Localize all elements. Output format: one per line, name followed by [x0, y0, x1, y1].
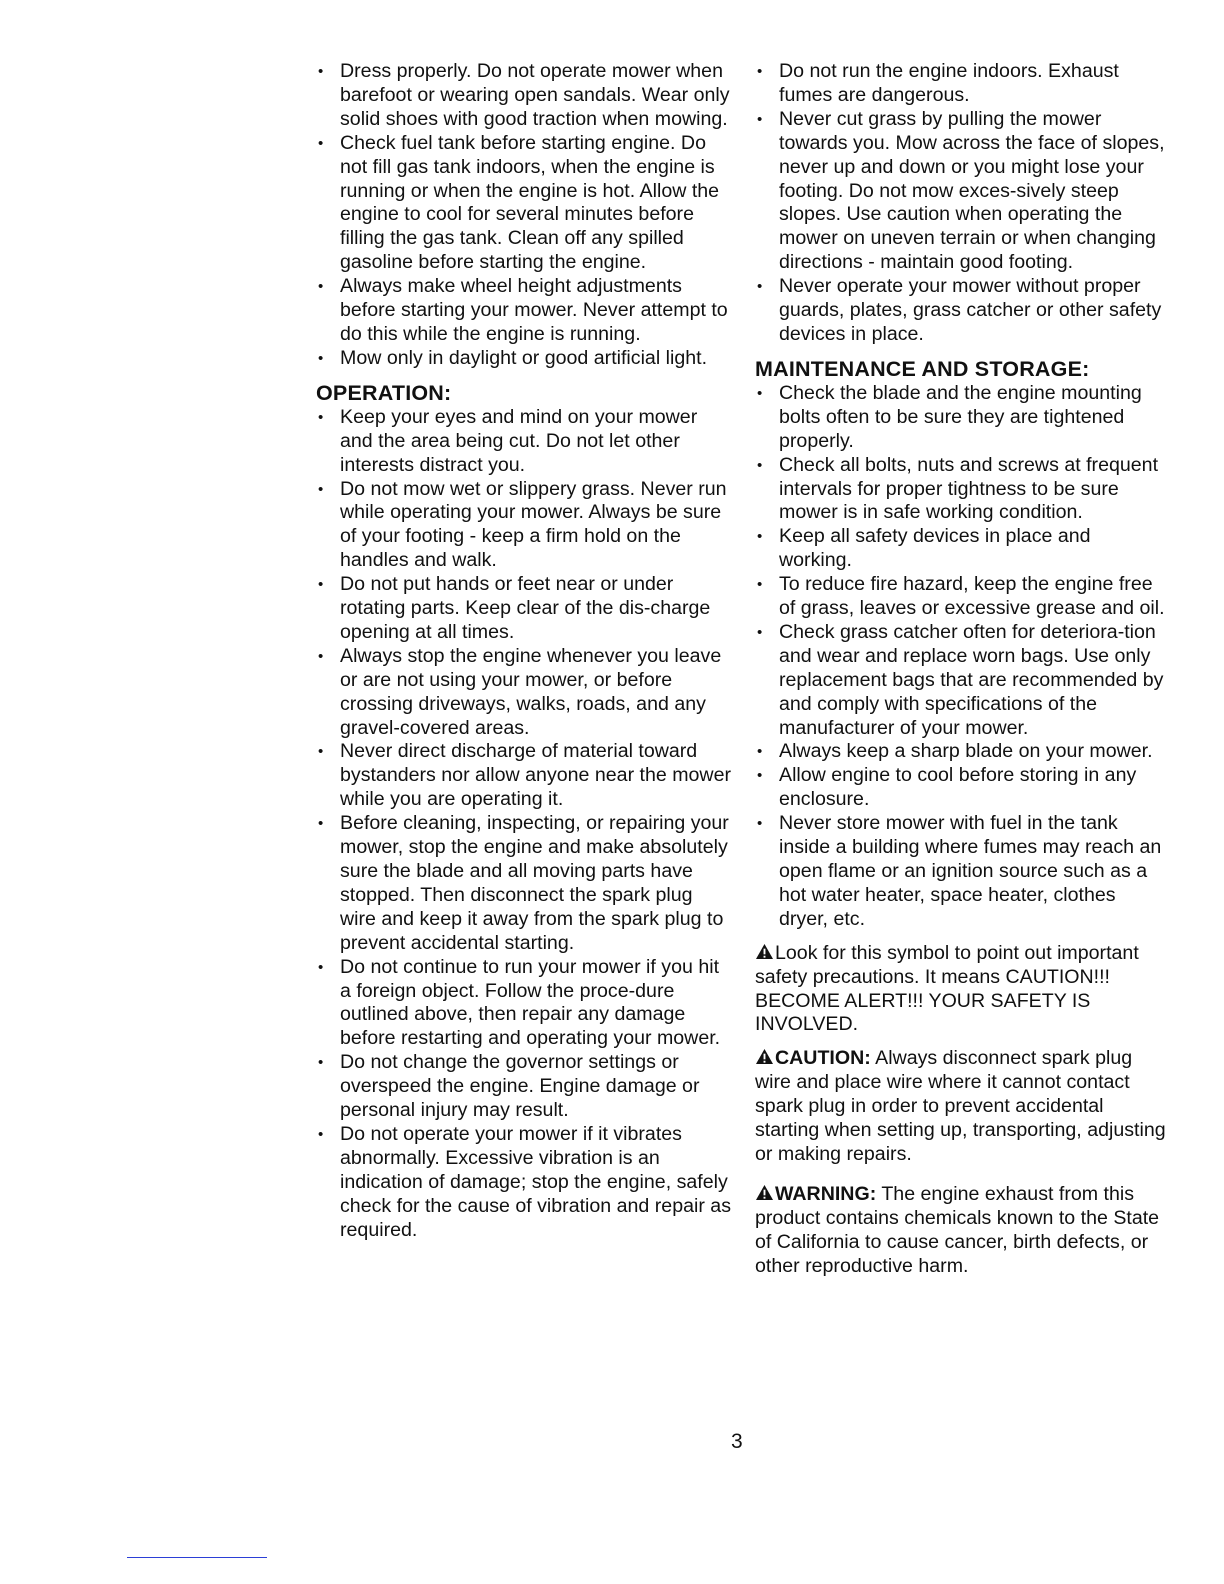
caution-label: CAUTION: — [775, 1047, 871, 1070]
caution-text: Always disconnect spark plug wire and place wire where it cannot contact spark plug in order to prevent accidental starting when setting up, transporting, adjusting or making repairs. — [755, 1047, 1166, 1165]
warning-note — [755, 1183, 1167, 1279]
list-item: • Keep your eyes and mind on your mower and the area being cut. Do not let other interests distract you. — [316, 406, 731, 478]
list-item: • Do not put hands or feet near or under rotating parts. Keep clear of the dis-charge opening at all times. — [316, 573, 731, 645]
list-item: • Before cleaning, inspecting, or repairing your mower, stop the engine and make absolutely sure the blade and all moving parts have stopped. Then disconnect the spark plug wire and keep it away from the spark plug to prevent accidental starting. — [316, 812, 731, 955]
maintenance-heading: MAINTENANCE AND STORAGE: — [755, 356, 1090, 381]
list-item: • Always keep a sharp blade on your mower. — [755, 740, 1167, 764]
list-item: • Always stop the engine whenever you leave or are not using your mower, or before crossing driveways, walks, roads, and any gravel-covered areas. — [316, 645, 731, 741]
warning-text: The engine exhaust from this product contains chemicals known to the State of California to cause cancer, birth defects, or other reproductive harm. — [755, 1182, 1160, 1277]
safety-alert-triangle-icon — [755, 1048, 774, 1065]
bottom-rule — [127, 1557, 267, 1558]
list-item: • Check grass catcher often for deteriora-tion and wear and replace worn bags. Use only replacement bags that are recommended by and comply with specifications of the manufacturer of your mower. — [755, 621, 1167, 741]
operation-list-continued — [755, 60, 1167, 347]
list-item: • Never operate your mower without proper guards, plates, grass catcher or other safety devices in place. — [755, 275, 1167, 347]
list-item: • Do not operate your mower if it vibrates abnormally. Excessive vibration is an indication of damage; stop the engine, safely check for the cause of vibration and repair as required. — [316, 1123, 731, 1243]
list-item: • Mow only in daylight or good artificial light. — [316, 347, 731, 371]
list-item: • Do not mow wet or slippery grass. Never run while operating your mower. Always be sure of your footing - keep a firm hold on the handles and walk. — [316, 478, 731, 574]
list-item: • Never direct discharge of material toward bystanders nor allow anyone near the mower while you are operating it. — [316, 740, 731, 812]
caution-note — [755, 1047, 1167, 1167]
right-column — [755, 60, 1167, 1279]
safety-list — [316, 60, 731, 371]
list-item: • Never store mower with fuel in the tank inside a building where fumes may reach an open flame or an ignition source such as a hot water heater, space heater, clothes dryer, etc. — [755, 812, 1167, 932]
list-item: • Do not change the governor settings or overspeed the engine. Engine damage or personal injury may result. — [316, 1051, 731, 1123]
operation-list — [316, 406, 731, 1243]
maintenance-list — [755, 382, 1167, 932]
list-item: • Never cut grass by pulling the mower towards you. Mow across the face of slopes, never up and down or you might lose your footing. Do not mow exces-sively steep slopes. Use caution when operating the mower on uneven terrain or when changing directions - maintain good footing. — [755, 108, 1167, 275]
list-item: • Always make wheel height adjustments before starting your mower. Never attempt to do this while the engine is running. — [316, 275, 731, 347]
safety-alert-triangle-icon — [755, 943, 774, 960]
symbol-note-text: Look for this symbol to point out important safety precautions. It means CAUTION!!! BECOME ALERT!!! YOUR SAFETY IS INVOLVED. — [755, 941, 1139, 1036]
list-item: • Check the blade and the engine mounting bolts often to be sure they are tightened properly. — [755, 382, 1167, 454]
page-number: 3 — [731, 1430, 743, 1453]
list-item: • Allow engine to cool before storing in any enclosure. — [755, 764, 1167, 812]
symbol-note — [755, 942, 1167, 1038]
operation-heading: OPERATION: — [316, 380, 452, 405]
list-item: • Dress properly. Do not operate mower when barefoot or wearing open sandals. Wear only solid shoes with good traction when mowing. — [316, 60, 731, 132]
warning-label: WARNING: — [775, 1182, 877, 1205]
list-item: • Do not run the engine indoors. Exhaust fumes are dangerous. — [755, 60, 1167, 108]
list-item: • To reduce fire hazard, keep the engine free of grass, leaves or excessive grease and oil. — [755, 573, 1167, 621]
list-item: • Check fuel tank before starting engine. Do not fill gas tank indoors, when the engine is running or when the engine is hot. Allow the engine to cool for several minutes before filling the gas tank. Clean off any spilled gasoline before starting the engine. — [316, 132, 731, 275]
list-item: • Do not continue to run your mower if you hit a foreign object. Follow the proce-dure outlined above, then repair any damage before restarting and operating your mower. — [316, 956, 731, 1052]
list-item: • Check all bolts, nuts and screws at frequent intervals for proper tightness to be sure mower is in safe working condition. — [755, 454, 1167, 526]
list-item: • Keep all safety devices in place and working. — [755, 525, 1167, 573]
safety-alert-triangle-icon — [755, 1184, 774, 1201]
left-column — [316, 60, 731, 1243]
